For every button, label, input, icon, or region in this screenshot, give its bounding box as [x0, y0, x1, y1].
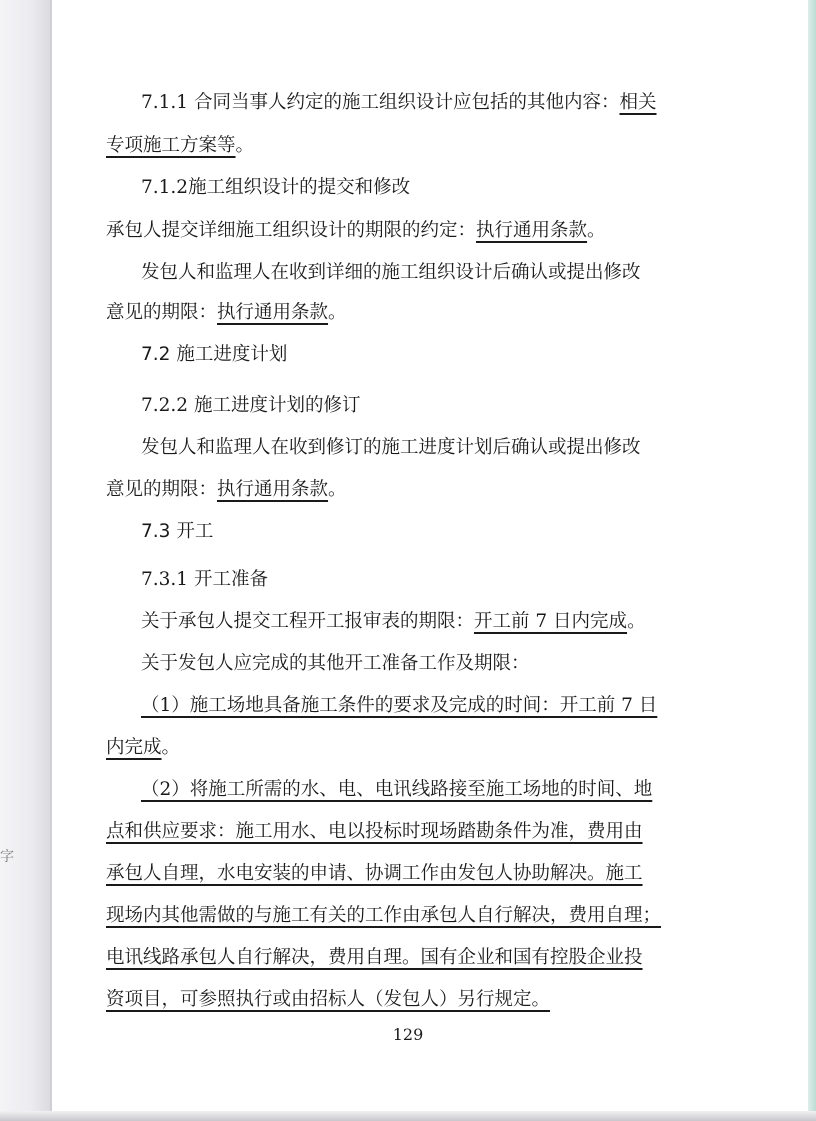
item-2-line4: 现场内其他需做的与施工有关的工作由承包人自行解决，费用自理； — [106, 905, 662, 926]
clause-number: 7.1.1 — [141, 92, 189, 113]
clause-7-1-1-line2: 专项施工方案等。 — [106, 135, 255, 156]
revision-period-line1: 发包人和监理人在收到修订的施工进度计划后确认或提出修改 — [141, 437, 641, 458]
item-2-line2: 点和供应要求：施工用水、电以投标时现场踏勘条件为准，费用由 — [106, 821, 643, 842]
clause-value: 执行通用条款 — [217, 302, 329, 323]
item-2-line1: （2）将施工所需的水、电、电讯线路接至施工场地的时间、地 — [141, 779, 653, 800]
binding-gutter — [0, 0, 52, 1121]
revision-period-line2: 意见的期限：执行通用条款。 — [106, 479, 347, 500]
clause-value: 开工前 7 日内完成 — [474, 611, 628, 632]
page-edge-bottom — [0, 1111, 816, 1121]
heading-7-2: 7.2 施工进度计划 — [141, 344, 288, 365]
clause-value: 执行通用条款 — [217, 479, 329, 500]
start-report-period: 关于承包人提交工程开工报审表的期限：开工前 7 日内完成。 — [141, 611, 646, 632]
heading-7-3: 7.3 开工 — [141, 521, 214, 542]
clause-value: 执行通用条款 — [476, 220, 588, 241]
review-period-line2: 意见的期限：执行通用条款。 — [106, 302, 347, 323]
item-2-line6: 资项目，可参照执行或由招标人（发包人）另行规定。 — [106, 989, 551, 1010]
clause-value: 专项施工方案等 — [106, 135, 236, 156]
clause-7-1-1-line1 — [141, 88, 657, 118]
page-number: 129 — [392, 1025, 424, 1044]
clause-7-2-2-title: 7.2.2 施工进度计划的修订 — [141, 395, 361, 416]
clause-7-1-2-text: 承包人提交详细施工组织设计的期限的约定：执行通用条款。 — [106, 220, 606, 241]
item-1-line2: 内完成。 — [106, 737, 181, 758]
item-1-line1: （1）施工场地具备施工条件的要求及完成的时间：开工前 7 日 — [141, 695, 658, 716]
clause-7-1-2-title: 7.1.2施工组织设计的提交和修改 — [141, 177, 411, 198]
clause-value: 相关 — [619, 92, 657, 113]
employer-prep-intro: 关于发包人应完成的其他开工准备工作及期限： — [141, 653, 530, 674]
clause-text: 合同当事人约定的施工组织设计应包括的其他内容： — [193, 92, 620, 113]
margin-mark: 字 — [0, 849, 14, 865]
review-period-line1: 发包人和监理人在收到详细的施工组织设计后确认或提出修改 — [141, 262, 641, 283]
item-2-line5: 电讯线路承包人自行解决，费用自理。国有企业和国有控股企业投 — [106, 947, 643, 968]
page-edge-right — [808, 0, 816, 1121]
item-2-line3: 承包人自理，水电安装的申请、协调工作由发包人协助解决。施工 — [106, 863, 643, 884]
clause-7-3-1-title: 7.3.1 开工准备 — [141, 569, 268, 590]
